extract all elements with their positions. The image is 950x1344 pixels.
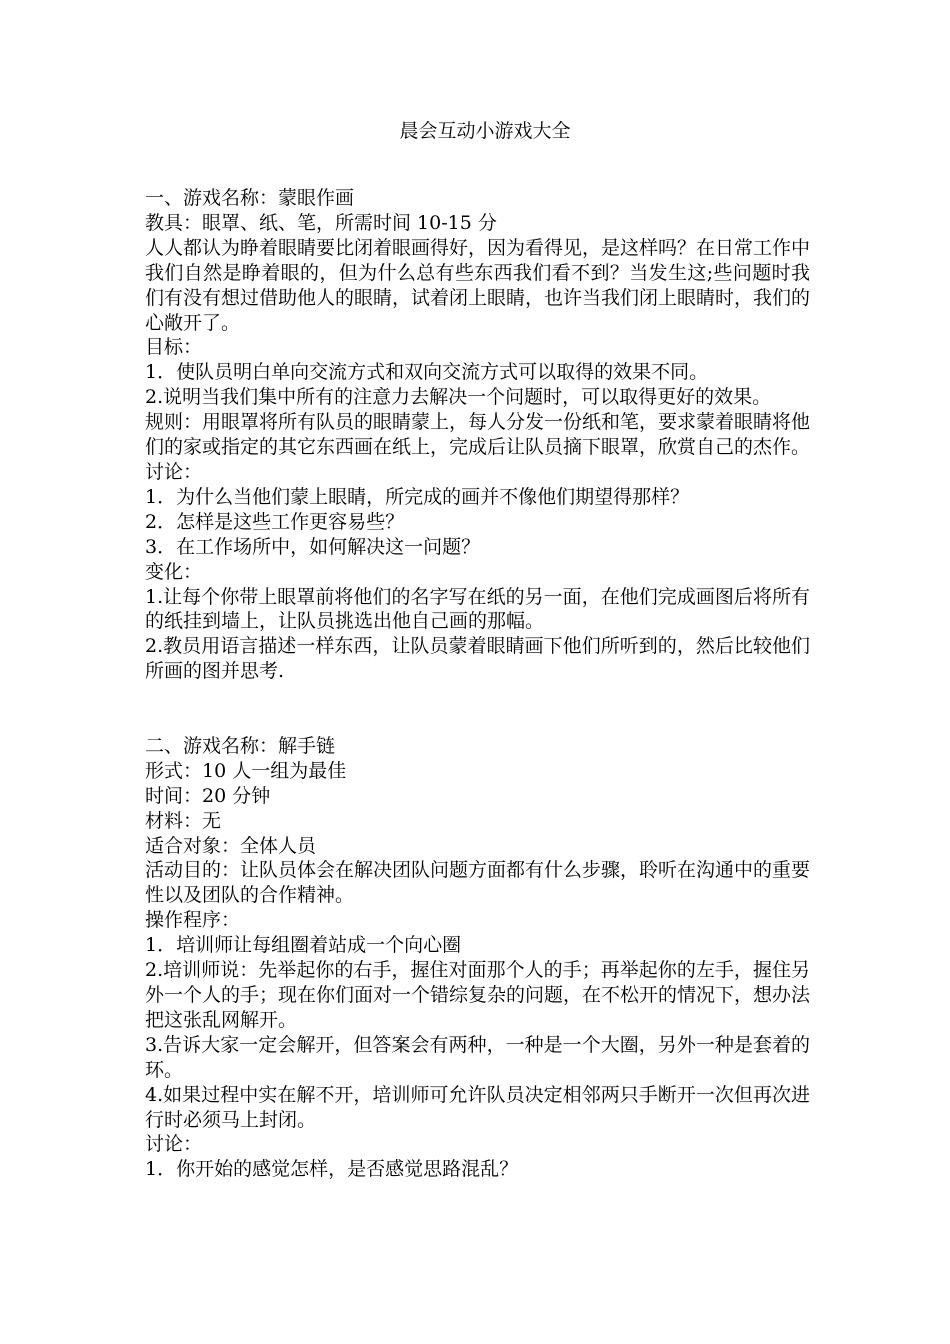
paragraph: 适合对象：全体人员 [145, 834, 317, 857]
paragraph: 4.如果过程中实在解不开，培训师可允许队员决定相邻两只手断开一次但再次进行时必须马上封闭。 [145, 1083, 810, 1131]
paragraph: 操作程序： [145, 909, 241, 932]
document-body [145, 186, 810, 1182]
section-heading: 二、游戏名称：解手链 [145, 734, 336, 757]
section-spacer [145, 684, 810, 734]
paragraph: 目标： [145, 336, 203, 359]
paragraph: 3．在工作场所中，如何解决这一问题？ [145, 535, 481, 558]
paragraph: 2.培训师说：先举起你的右手，握住对面那个人的手；再举起你的左手，握住另外一个人的手；现在你们面对一个错综复杂的问题，在不松开的情况下，想办法把这张乱网解开。 [145, 959, 811, 1031]
paragraph: 1．培训师让每组圈着站成一个向心圈 [145, 934, 462, 957]
section-blindfold-drawing [145, 186, 810, 684]
paragraph: 3.告诉大家一定会解开，但答案会有两种，一种是一个大圈，另外一种是套着的环。 [145, 1033, 810, 1081]
paragraph: 形式：10 人一组为最佳 [145, 759, 347, 782]
paragraph: 1．使队员明白单向交流方式和双向交流方式可以取得的效果不同。 [145, 361, 709, 384]
paragraph: 1.让每个你带上眼罩前将他们的名字写在纸的另一面，在他们完成画图后将所有的纸挂到墙上，让队员挑选出他自己画的那幅。 [145, 585, 810, 633]
section-heading: 一、游戏名称：蒙眼作画 [145, 187, 355, 209]
paragraph: 2.教员用语言描述一样东西，让队员蒙着眼睛画下他们所听到的，然后比较他们所画的图并思考. [145, 635, 810, 683]
paragraph: 时间：20 分钟 [145, 784, 271, 807]
paragraph: 1．为什么当他们蒙上眼睛，所完成的画并不像他们期望得那样？ [145, 485, 690, 508]
paragraph: 人人都认为睁着眼睛要比闭着眼画得好，因为看得见，是这样吗？在日常工作中我们自然是睁着眼的，但为什么总有些东西我们看不到？当发生这;些问题时我们有没有想过借助他人的眼睛，试着闭上眼睛，也许当我们闭上眼睛时，我们的心敞开了。 [145, 236, 811, 334]
paragraph: 讨论： [145, 1133, 203, 1156]
document-title: 晨会互动小游戏大全 [399, 120, 571, 142]
paragraph: 变化： [145, 560, 203, 583]
paragraph: 教具：眼罩、纸、笔，所需时间 10-15 分 [145, 211, 497, 234]
paragraph: 2．怎样是这些工作更容易些？ [145, 510, 405, 533]
paragraph: 活动目的：让队员体会在解决团队问题方面都有什么步骤，聆听在沟通中的重要性以及团队的合作精神。 [145, 859, 811, 907]
paragraph: 2.说明当我们集中所有的注意力去解决一个问题时，可以取得更好的效果。 [145, 386, 772, 409]
section-hand-chain [145, 734, 810, 1182]
paragraph: 材料：无 [145, 809, 222, 832]
paragraph: 1．你开始的感觉怎样，是否感觉思路混乱？ [145, 1158, 519, 1181]
paragraph: 规则：用眼罩将所有队员的眼睛蒙上，每人分发一份纸和笔，要求蒙着眼睛将他们的家或指定的其它东西画在纸上，完成后让队员摘下眼罩，欣赏自己的杰作。 [145, 411, 811, 459]
paragraph: 讨论： [145, 460, 203, 483]
